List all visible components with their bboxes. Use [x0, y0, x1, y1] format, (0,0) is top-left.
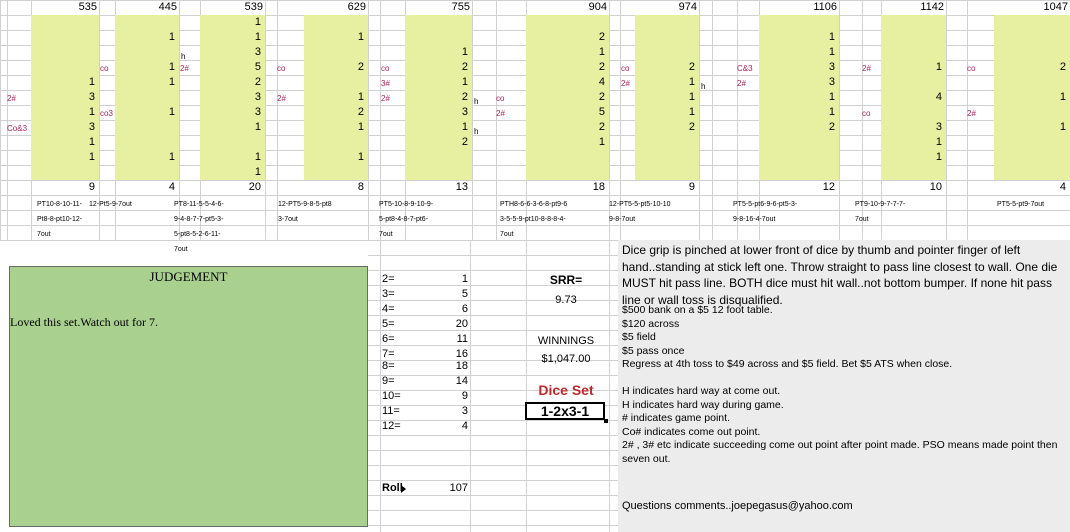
shooter-roll-total: 10	[929, 181, 942, 193]
roll-count-cell[interactable]: 2	[688, 121, 695, 133]
roll-count-cell[interactable]: 2	[357, 106, 364, 118]
roll-count-cell[interactable]: 2	[1059, 61, 1066, 73]
come-out-marker: 2#	[967, 109, 976, 118]
roll-number-count[interactable]: 20	[455, 318, 468, 330]
roll-count-cell[interactable]: 1	[168, 61, 175, 73]
come-out-marker: 3#	[381, 79, 390, 88]
come-out-marker: 2#	[277, 94, 286, 103]
shooter-total-header: 535	[78, 1, 97, 13]
roll-total-arrow-icon	[401, 485, 406, 493]
dice-set-label: Dice Set	[538, 382, 594, 398]
shooter-total-header: 1142	[920, 1, 944, 13]
shooter-total-header: 904	[588, 1, 607, 13]
roll-count-cell[interactable]: 1	[828, 46, 835, 58]
roll-count-cell[interactable]: 3	[254, 46, 261, 58]
roll-count-cell[interactable]: 1	[598, 136, 605, 148]
description-line	[622, 372, 1067, 386]
roll-count-cell[interactable]: 1	[254, 166, 261, 178]
roll-count-cell[interactable]: 1	[357, 31, 364, 43]
srr-label: SRR=	[549, 273, 583, 287]
come-out-marker: Co&3	[7, 124, 28, 133]
roll-count-cell[interactable]: 3	[254, 91, 261, 103]
roll-count-cell[interactable]: 5	[254, 61, 261, 73]
roll-number-label: 12=	[382, 420, 401, 432]
roll-count-cell[interactable]: 1	[1059, 121, 1066, 133]
come-out-marker: co	[967, 64, 976, 73]
shooter-roll-sequence: 7out	[174, 246, 188, 253]
roll-count-cell[interactable]: 3	[254, 106, 261, 118]
roll-count-cell[interactable]: 3	[935, 121, 942, 133]
roll-number-label: 8=	[382, 360, 395, 372]
judgement-title: JUDGEMENT	[149, 269, 228, 284]
description-line: H indicates hard way during game.	[622, 398, 784, 411]
shooter-roll-sequence: 7out	[855, 216, 869, 223]
come-out-marker: 2#	[496, 109, 505, 118]
roll-count-cell[interactable]: 1	[828, 91, 835, 103]
shooter-roll-sequence: 7out	[379, 231, 393, 238]
description-line: Co# indicates come out point.	[622, 425, 761, 438]
roll-count-cell[interactable]: 1	[461, 46, 468, 58]
roll-count-cell[interactable]: 3	[828, 61, 835, 73]
roll-number-label: 4=	[382, 303, 395, 315]
roll-count-cell[interactable]: 2	[598, 31, 605, 43]
description-line: Regress at 4th toss to $49 across and $5 field. Bet $5 ATS when close.	[622, 358, 953, 370]
roll-count-cell[interactable]: 2	[461, 61, 468, 73]
come-out-marker: co	[100, 64, 109, 73]
hardway-marker: h	[474, 127, 479, 136]
roll-count-cell[interactable]: 2	[357, 61, 364, 73]
roll-count-cell[interactable]: 1	[688, 76, 695, 88]
roll-count-cell[interactable]: 3	[828, 76, 835, 88]
roll-count-cell[interactable]: 2	[598, 61, 605, 73]
roll-number-count[interactable]: 16	[455, 348, 468, 360]
roll-count-cell[interactable]: 1	[688, 91, 695, 103]
roll-count-cell[interactable]: 1	[254, 121, 261, 133]
come-out-marker: co	[621, 64, 630, 73]
roll-number-label: 7=	[382, 348, 395, 360]
roll-number-label: 11=	[382, 405, 400, 417]
description-line: $5 field	[622, 331, 656, 343]
shooter-roll-total: 12	[822, 181, 835, 193]
roll-count-cell[interactable]: 1	[1059, 91, 1066, 103]
shooter-roll-sequence: PT5-5-pt9-7out	[997, 201, 1045, 208]
shooter-roll-total: 8	[357, 181, 364, 193]
description-lines	[622, 304, 1067, 466]
roll-count-cell[interactable]: 1	[935, 61, 942, 73]
winnings-value: $1,047.00	[541, 353, 591, 365]
roll-total-label: Roll	[382, 482, 403, 494]
roll-count-cell[interactable]: 1	[357, 121, 364, 133]
roll-number-count[interactable]: 9	[461, 390, 468, 402]
roll-number-label: 5=	[382, 318, 395, 330]
shooter-roll-sequence: 5-pt8-5-2-6-11-	[174, 231, 221, 238]
roll-count-cell[interactable]: 1	[254, 31, 261, 43]
roll-count-cell[interactable]: 1	[598, 46, 605, 58]
shooter-roll-sequence: 9-8-7out	[609, 216, 636, 223]
dice-set-value[interactable]: 1-2x3-1	[525, 402, 605, 420]
shooter-roll-sequence: 7out	[500, 231, 514, 238]
roll-count-cell[interactable]: 1	[357, 91, 364, 103]
roll-count-cell[interactable]: 4	[935, 91, 942, 103]
come-out-marker: C&3	[737, 64, 753, 73]
roll-count-cell[interactable]: 1	[168, 151, 175, 163]
shooter-roll-total: 4	[168, 181, 175, 193]
shooter-roll-total: 20	[248, 181, 261, 193]
roll-number-count[interactable]: 14	[455, 375, 468, 387]
roll-count-cell[interactable]: 2	[598, 121, 605, 133]
come-out-marker: 2#	[621, 79, 630, 88]
srr-value: 9.73	[555, 294, 577, 306]
roll-count-cell[interactable]: 1	[168, 31, 175, 43]
roll-number-count[interactable]: 11	[456, 333, 468, 345]
winnings-label: WINNINGS	[537, 335, 595, 347]
description-panel	[618, 240, 1070, 532]
shooter-roll-total: 18	[592, 181, 605, 193]
description-line: # indicates game point.	[622, 412, 730, 424]
come-out-marker: 2#	[381, 94, 390, 103]
roll-number-count[interactable]: 18	[455, 360, 468, 372]
come-out-marker: co	[381, 64, 390, 73]
judgement-box	[9, 266, 368, 527]
come-out-marker: 2#	[180, 64, 189, 73]
shooter-total-header: 1047	[1043, 1, 1068, 13]
shooter-roll-sequence: PT5-10-8-9-10-9-	[379, 201, 434, 208]
roll-count-cell[interactable]: 1	[88, 106, 95, 118]
roll-number-label: 10=	[382, 390, 401, 402]
roll-number-count[interactable]: 4	[461, 420, 468, 432]
description-line: $120 across	[622, 317, 680, 330]
description-line: $500 bank on a $5 12 foot table.	[622, 304, 773, 316]
shooter-roll-sequence: 12-PT5-9-8-5-pt8	[278, 201, 332, 208]
shooter-total-header: 755	[451, 1, 470, 13]
roll-count-cell[interactable]: 4	[598, 76, 605, 88]
roll-count-cell[interactable]: 3	[88, 121, 95, 133]
roll-number-label: 9=	[382, 375, 395, 387]
roll-count-cell[interactable]: 1	[254, 16, 261, 28]
judgement-text: Loved this set.Watch out for 7.	[10, 315, 159, 329]
come-out-marker: 2#	[7, 94, 16, 103]
roll-count-cell[interactable]: 1	[357, 151, 364, 163]
shooter-total-header: 629	[347, 1, 366, 13]
shooter-roll-sequence: PT8-11-5-5-4-6-	[174, 201, 224, 208]
shooter-roll-total: 9	[688, 181, 695, 193]
description-line: H indicates hard way at come out.	[622, 385, 781, 397]
roll-count-cell[interactable]: 1	[828, 106, 835, 118]
roll-count-cell[interactable]: 3	[88, 91, 95, 103]
shooter-roll-sequence: 9-8-16-4-7out	[733, 216, 776, 223]
roll-number-count[interactable]: 5	[461, 288, 468, 300]
shooter-roll-total: 9	[88, 181, 95, 193]
roll-count-cell[interactable]: 1	[935, 136, 942, 148]
come-out-marker: 2#	[862, 64, 871, 73]
description-line: 2# , 3# etc indicate succeeding come out point after point made. PSO means made point then seven out.	[622, 439, 1058, 465]
hardway-marker: h	[181, 52, 186, 61]
hardway-marker: h	[474, 97, 479, 106]
shooter-roll-sequence: 12-Pt5-9-7out	[89, 201, 132, 208]
roll-total-value: 107	[449, 482, 468, 494]
roll-count-cell[interactable]: 1	[935, 151, 942, 163]
come-out-marker: co	[496, 94, 505, 103]
roll-count-cell[interactable]: 1	[88, 136, 95, 148]
roll-number-count[interactable]: 1	[461, 273, 468, 285]
roll-number-label: 2=	[382, 273, 395, 285]
shooter-roll-sequence: 7out	[37, 231, 51, 238]
roll-count-cell[interactable]: 2	[461, 91, 468, 103]
roll-count-cell[interactable]: 5	[598, 106, 605, 118]
roll-count-cell[interactable]: 1	[461, 76, 468, 88]
roll-count-cell[interactable]: 1	[688, 106, 695, 118]
come-out-marker: co3	[100, 109, 113, 118]
shooter-total-header: 1106	[813, 1, 837, 13]
shooter-roll-sequence: 12-PT5-5-pt5-10-10	[609, 201, 671, 208]
roll-count-cell[interactable]: 2	[828, 121, 835, 133]
hardway-marker: h	[701, 82, 706, 91]
shooter-total-header: 974	[678, 1, 697, 13]
roll-count-cell[interactable]: 1	[168, 76, 175, 88]
shooter-roll-total: 13	[455, 181, 468, 193]
roll-count-cell[interactable]: 1	[828, 31, 835, 43]
roll-number-count[interactable]: 3	[461, 405, 468, 417]
shooter-total-header: 539	[244, 1, 263, 13]
shooter-roll-sequence: PT5-5-pt6-9-6-pt5-3-	[733, 201, 798, 208]
roll-number-label: 6=	[382, 333, 395, 345]
roll-count-cell[interactable]: 1	[88, 151, 95, 163]
roll-count-cell[interactable]: 2	[598, 91, 605, 103]
shooter-roll-sequence: 5-pt8-4-8-7-pt6-	[379, 216, 429, 223]
shooter-roll-sequence: 3-5-5-9-pt10-8-8-8-4-	[500, 216, 566, 223]
roll-count-cell[interactable]: 1	[254, 151, 261, 163]
shooter-total-header: 445	[158, 1, 177, 13]
roll-number-count[interactable]: 6	[461, 303, 468, 315]
roll-count-cell[interactable]: 2	[688, 61, 695, 73]
description-main: Dice grip is pinched at lower front of dice by thumb and pointer finger of left hand..standing at stick left one. Throw straight to pass line closest to wall. One die MUST hit pass line. BOTH dice must hit wall..not bottom bumper. If none hit pass line or wall toss is disqualified.	[622, 243, 1058, 307]
shooter-roll-sequence: PTH8-6-6-3-6-8-pt9-6	[500, 201, 568, 208]
roll-count-cell[interactable]: 3	[461, 106, 468, 118]
come-out-marker: 2#	[737, 79, 746, 88]
cell-fill-handle[interactable]	[604, 419, 608, 423]
come-out-marker: co	[277, 64, 286, 73]
roll-count-cell[interactable]: 1	[168, 106, 175, 118]
shooter-roll-sequence: PT9-10-9-7-7-7-	[855, 201, 906, 208]
shooter-roll-sequence: PT10-8-10-11-	[37, 201, 83, 208]
roll-count-cell[interactable]: 1	[461, 121, 468, 133]
description-contact: Questions comments..joepegasus@yahoo.com	[622, 500, 853, 512]
shooter-roll-total: 4	[1059, 181, 1066, 193]
roll-number-label: 3=	[382, 288, 395, 300]
description-line: $5 pass once	[622, 344, 685, 357]
roll-count-cell[interactable]: 2	[254, 76, 261, 88]
shooter-roll-sequence: 9-4-8-7-7-pt5-3-	[174, 216, 224, 223]
shooter-roll-sequence: Pt8-8-pt10-12-	[37, 216, 83, 223]
roll-count-cell[interactable]: 1	[88, 76, 95, 88]
shooter-roll-sequence: 3-7out	[278, 216, 298, 223]
come-out-marker: co	[862, 109, 871, 118]
roll-count-cell[interactable]: 2	[461, 136, 468, 148]
